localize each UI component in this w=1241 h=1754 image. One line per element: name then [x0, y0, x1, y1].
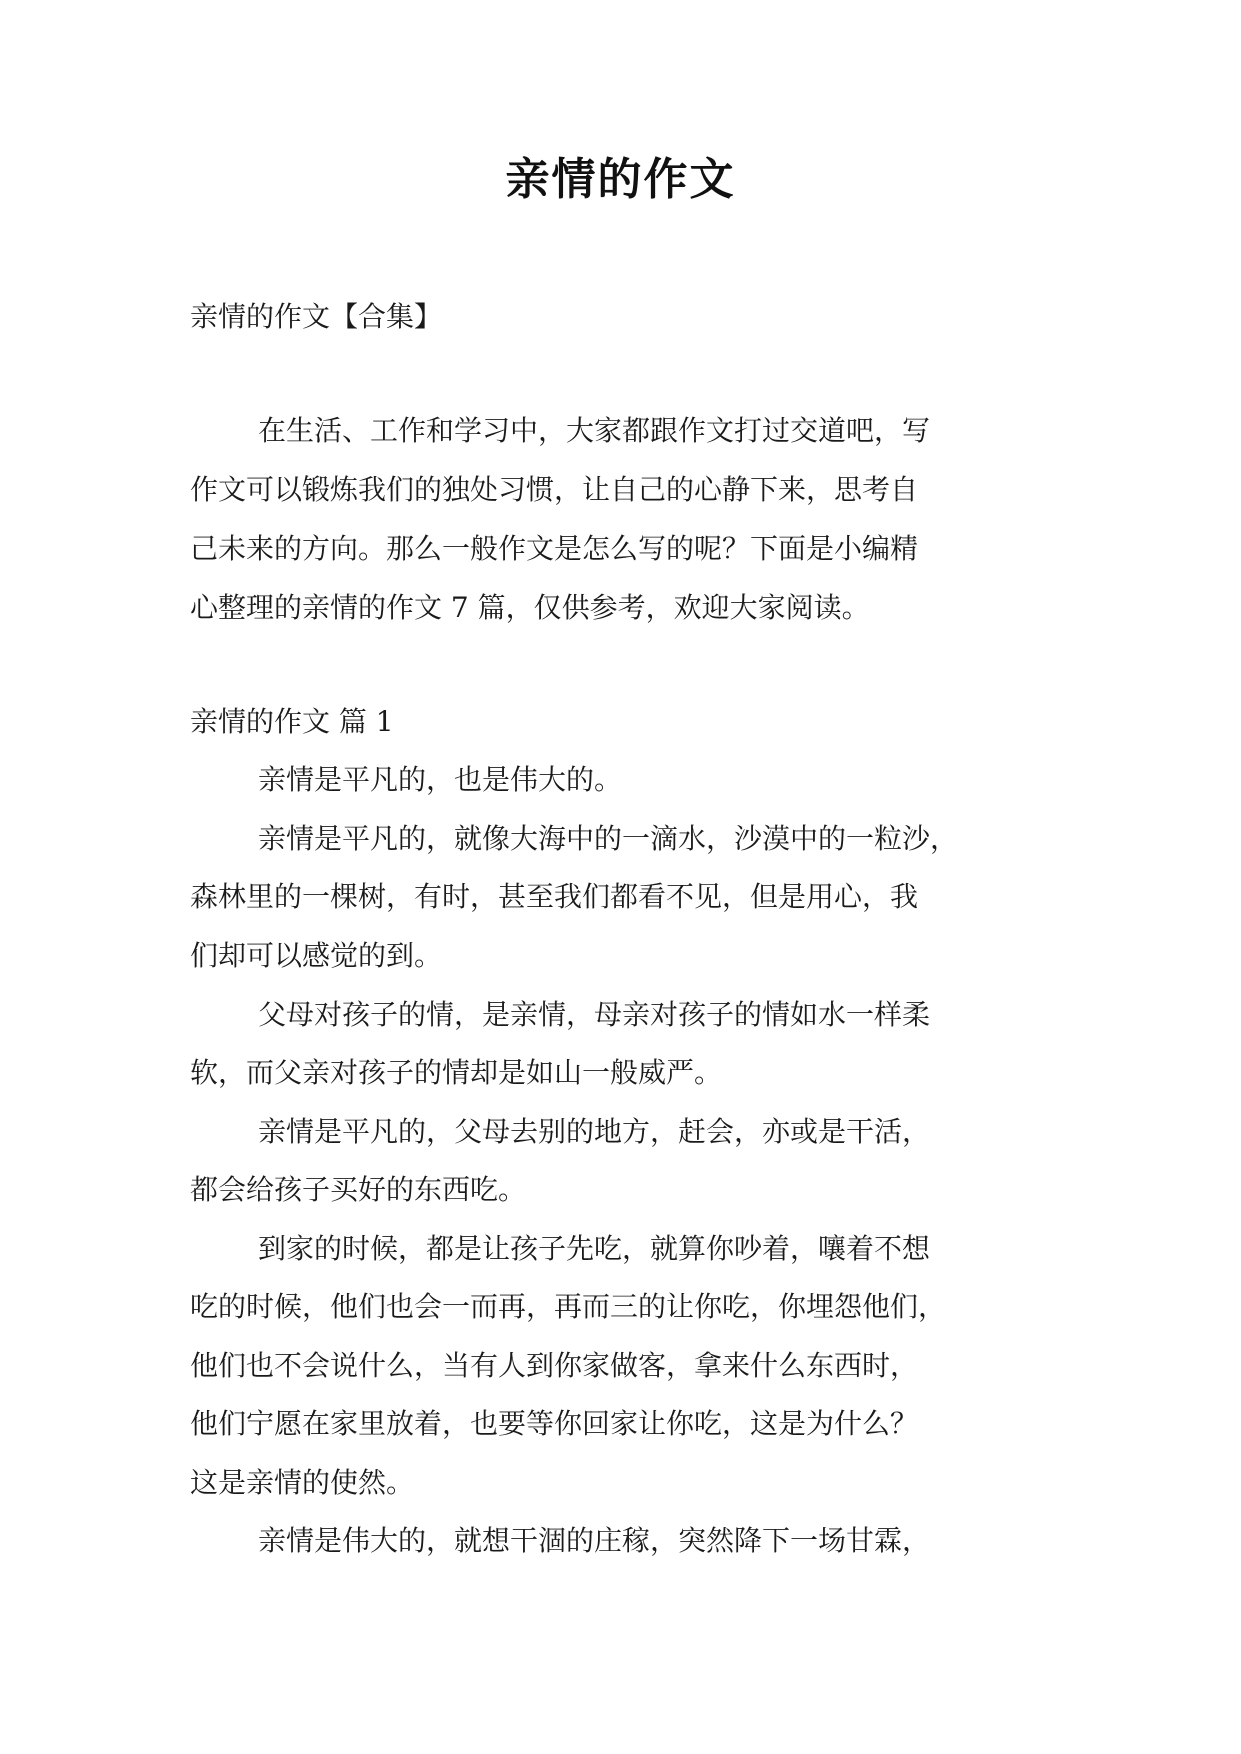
- body-line-3: 森林里的一棵树，有时，甚至我们都看不见，但是用心，我: [190, 880, 919, 913]
- body-line-9: 到家的时候，都是让孩子先吃，就算你吵着，嚷着不想: [258, 1232, 931, 1265]
- body-line-10: 吃的时候，他们也会一而再，再而三的让你吃，你埋怨他们，: [190, 1290, 947, 1323]
- body-line-8: 都会给孩子买好的东西吃。: [190, 1173, 527, 1206]
- body-line-7: 亲情是平凡的，父母去别的地方，赶会，亦或是干活，: [258, 1115, 931, 1148]
- body-line-6: 软，而父亲对孩子的情却是如山一般威严。: [190, 1056, 723, 1089]
- body-line-2: 亲情是平凡的，就像大海中的一滴水，沙漠中的一粒沙，: [258, 822, 959, 855]
- document-subtitle: 亲情的作文【合集】: [190, 300, 443, 333]
- body-line-14: 亲情是伟大的，就想干涸的庄稼，突然降下一场甘霖，: [258, 1524, 931, 1557]
- document-title: 亲情的作文: [505, 154, 736, 205]
- body-line-13: 这是亲情的使然。: [190, 1466, 415, 1499]
- body-line-4: 们却可以感觉的到。: [190, 939, 443, 972]
- intro-line-1: 在生活、工作和学习中，大家都跟作文打过交道吧，写: [258, 414, 931, 447]
- intro-line-4: 心整理的亲情的作文 7 篇，仅供参考，欢迎大家阅读。: [190, 591, 870, 624]
- body-line-5: 父母对孩子的情，是亲情，母亲对孩子的情如水一样柔: [258, 998, 931, 1031]
- intro-line-2: 作文可以锻炼我们的独处习惯，让自己的心静下来，思考自: [190, 473, 919, 506]
- body-line-11: 他们也不会说什么，当有人到你家做客，拿来什么东西时，: [190, 1349, 919, 1382]
- body-line-12: 他们宁愿在家里放着，也要等你回家让你吃，这是为什么？: [190, 1407, 919, 1440]
- intro-line-3: 己未来的方向。那么一般作文是怎么写的呢？下面是小编精: [190, 532, 919, 565]
- section-heading: 亲情的作文 篇 1: [190, 705, 394, 738]
- body-line-1: 亲情是平凡的，也是伟大的。: [258, 763, 623, 796]
